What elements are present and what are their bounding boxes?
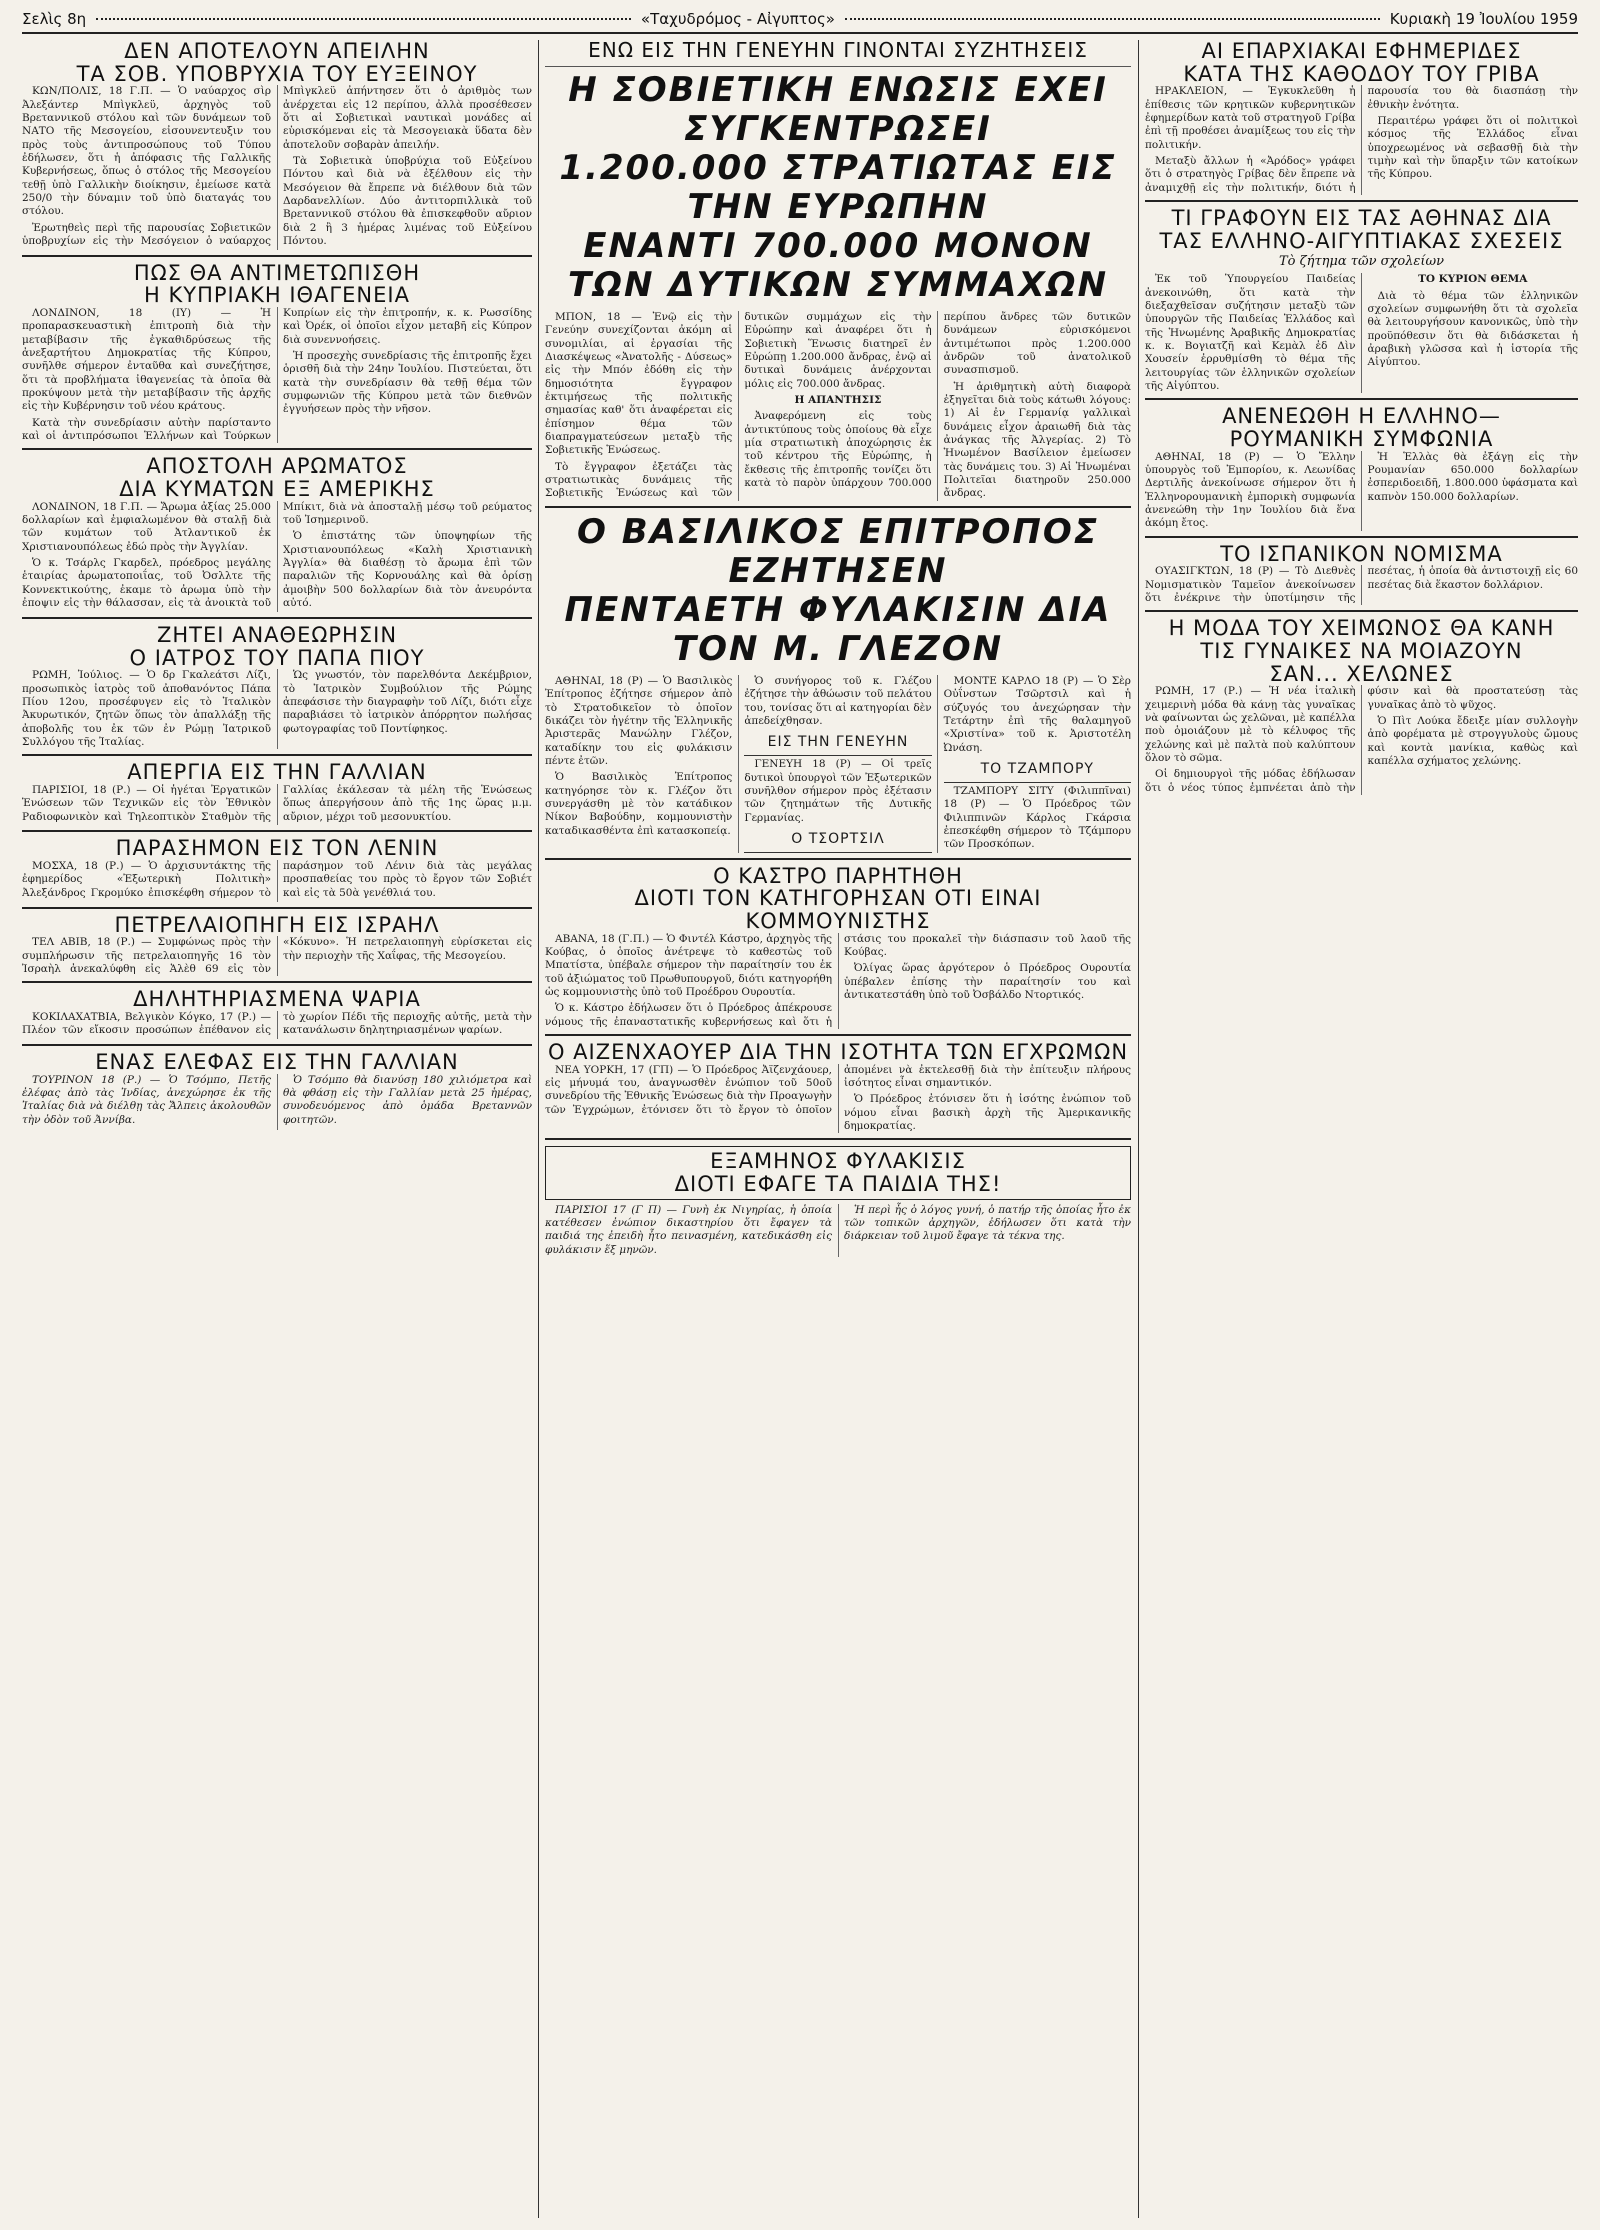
paragraph: ΜΠΟΝ, 18 — Ἐνῷ εἰς τὴν Γενεύην συνεχίζονται ἀκόμη αἱ συνομιλίαι, αἱ ἐργασίαι τῆς Διασκέψεως «Ἀνατολῆς - Δύσεως» εἰς τὴν Μπόν ἐδόθη εἰς τὴν δημοσιότητα ἔγγραφον ἐκτιμήσεως τῆς πολιτικῆς σημασίας καθ' ὅτι ἀναφέρεται εἰς ἐπίσημον θέμα τῶν διαπραγματεύσεων μεταξὺ τῆς Σοβιετικῆς Ἑνώσεως. [545, 311, 733, 457]
paragraph: Ὁ κ. Τσάρλς Γκαρδελ, πρόεδρος μεγάλης ἑταιρίας ἀρωματοποιΐας, τοῦ Ὀσλλτε τῆς Κοννεκτικούτης, ἐκαμε τὸ ἀρωμα ὑπὸ τὴν ἐποψιν εἰς τὴν θάλασσαν, εἰς τὰ ἀνοικτὰ τοῦ Μπίκιτ, διὰ νὰ ἀποσταλῇ μέσῳ τοῦ ρεύματος τοῦ Ἰσημερινοῦ. [22, 500, 532, 610]
article-body [545, 675, 1131, 852]
paragraph: Τὸ ἔγγραφον ἐξετάζει τὰς στρατιωτικὰς δυνάμεις τῆς Σοβιετικῆς Ἑνώσεως καὶ τῶν δυτικῶν συμμάχων εἰς τὴν Εὐρώπην καὶ ἀναφέρει ὅτι ἡ Σοβιετικὴ Ἕνωσις διατηρεῖ ἐν Εὐρώπῃ 1.200.000 ἄνδρας, ἐνῷ αἱ δυτικαὶ δυνάμεις ἀνέρχονται μόλις εἰς 700.000 ἄνδρας. [545, 311, 932, 500]
article-lenin-medal [22, 837, 532, 901]
article-body [1145, 273, 1578, 393]
paragraph: ΠΑΡΙΣΙΟΙ 17 (Γ Π) — Γυνὴ ἐκ Νιγηρίας, ἡ ὁποία κατέθεσεν ἐνώπιον δικαστηρίου ὅτι ἔφαγεν τὰ παιδιά της ἐπειδὴ ἦτο πεινασμένη, κατεδικάσθη εἰς φυλάκισιν ἕξ μηνῶν. [545, 1203, 832, 1256]
main-headline: Η ΣΟΒΙΕΤΙΚΗ ΕΝΩΣΙΣ ΕΧΕΙ ΣΥΓΚΕΝΤΡΩΣΕΙ [568, 69, 1108, 149]
subheading: ΤΟ ΚΥΡΙΟΝ ΘΕΜΑ [1418, 273, 1528, 286]
paragraph: ΠΑΡΙΣΙΟΙ, 18 (Ρ.) — Οἱ ἡγέται Ἐργατικῶν Ἑνώσεων τῶν Τεχνικῶν εἰς τὸν Ἐθνικὸν Ραδιοφωνικὸν καὶ Τηλεοπτικὸν Σταθμὸν τῆς Γαλλίας ἐκάλεσαν τὰ μέλη τῆς Ἑνώσεως ὅπως ἀπεργήσουν ἀπὸ τῆς 1ης ὥρας μ.μ. αὔριον, μέχρι τοῦ μεσονυκτίου. [22, 783, 532, 823]
article-body [22, 1011, 532, 1039]
paragraph: ΡΩΜΗ, Ἰούλιος. — Ὁ δρ Γκαλεάτσι Λίζι, προσωπικὸς ἰατρὸς τοῦ ἀποθανόντος Πάπα Πίου 12ου, προσέφυγεν εἰς τὸ Ἰταλικὸν Ἀκυρωτικόν, ζητῶν ὅπως τὸν ἀπαλλάξῃ τῆς ἀποβολῆς του ἐκ τῶν ἐν Ρώμῃ Ἰατρικοῦ Συλλόγου τῆς Ἰταλίας. [22, 669, 271, 748]
article-glezos [545, 513, 1131, 853]
article-pope-doctor [22, 624, 532, 749]
article-separator [1145, 398, 1578, 400]
headline: ΑΝΕΝΕΩΘΗ Η ΕΛΛΗΝΟ— [1222, 404, 1501, 429]
paragraph: Ὀλίγας ὥρας ἀργότερον ὁ Πρόεδρος Ουρουτία ὑπέβαλεν ἐπίσης τὴν παραίτησίν του καὶ ἀντικατεστάθη ὑπὸ τοῦ Ὀσβάλδο Ντορτικός. [844, 962, 1131, 1001]
paragraph: ΜΟΝΤΕ ΚΑΡΛΟ 18 (Ρ) — Ὁ Σὲρ Οὐΐνστων Τσῶρτσιλ καὶ ἡ σύζυγός του ἀνεχώρησαν τὴν Τετάρτην ἐπὶ τῆς θαλαμηγοῦ «Χριστίνα» τοῦ κ. Ἀριστοτέλη Ὠνάση. [943, 675, 1131, 754]
paper-name: «Ταχυδρόμος - Αἰγυπτος» [640, 10, 835, 28]
paragraph: ΓΕΝΕΥΗ 18 (Ρ) — Οἱ τρεῖς δυτικοὶ ὑπουργοὶ τῶν Ἐξωτερικῶν συνῆλθον σήμερον πρὸς ἐξέτασιν τῶν ζητημάτων τῆς Δυτικῆς Γερμανίας. [744, 758, 932, 824]
article-separator [1145, 610, 1578, 612]
article-body [22, 307, 532, 443]
main-headline: ΠΕΝΤΑΕΤΗ ΦΥΛΑΚΙΣΙΝ ΔΙΑ ΤΟΝ Μ. ΓΛΕΖΟΝ [564, 589, 1112, 670]
paragraph: Ἡ ἀριθμητικὴ αὐτὴ διαφορὰ ἐξηγεῖται διὰ τοὺς κάτωθι λόγους: 1) Αἱ ἐν Γερμανίᾳ γαλλικαὶ δυνάμεις εἶχον ἀραιωθῆ διὰ τὰς ἀνάγκας τῆς Ἀλγερίας. 2) Τὸ Ἡνωμένον Βασίλειον ἐμείωσεν τὰς δυνάμεις του. 3) Αἱ Ἡνωμέναι Πολιτεῖαι διατηροῦν 250.000 ἄνδρας. [943, 380, 1131, 500]
paragraph: Μεταξὺ ἄλλων ἡ «Ἀρόδος» γράφει ὅτι ὁ στρατηγὸς Γρίβας δὲν ἔπρεπε νὰ ἀναμιχθῇ εἰς τὴν πολιτικήν, διότι ἡ παρουσία του θὰ διασπάσῃ τὴν ἐθνικὴν ἑνότητα. [1145, 85, 1578, 194]
headline: ΠΩΣ ΘΑ ΑΝΤΙΜΕΤΩΠΙΣΘΗ [133, 260, 421, 285]
article-greek-egyptian [1145, 207, 1578, 393]
paragraph: Ἡ περὶ ἧς ὁ λόγος γυνή, ὁ πατήρ τῆς ὁποίας ἦτο ἐκ τῶν τοπικῶν ἀρχηγῶν, ἐδήλωσεν ὅτι κατὰ τὴν διάρκειαν τοῦ λιμοῦ ἔφαγε τὰ τέκνα της. [844, 1203, 1131, 1243]
headline: Ο ΑΙΖΕΝΧΑΟΥΕΡ ΔΙΑ ΤΗΝ ΙΣΟΤΗΤΑ ΤΩΝ ΕΓΧΡΩΜΩΝ [547, 1039, 1129, 1064]
paragraph: Ὡς γνωστόν, τὸν παρελθόντα Δεκέμβριον, τὸ Ἰατρικὸν Συμβούλιον τῆς Ρώμης ἀπεφάσισε τὴν διαγραφὴν τοῦ Λίζι, διότι εἶχε παραβιάσει τὸ ἰατρικὸν ἀπόρρητον πωλήσας φωτογραφίας τοῦ Ποντίφηκος. [283, 669, 532, 735]
article-separator [22, 617, 532, 619]
article-separator [22, 981, 532, 983]
headline: ΡΟΥΜΑΝΙΚΗ ΣΥΜΦΩΝΙΑ [1229, 426, 1494, 451]
page-number: Σελὶς 8η [22, 10, 87, 28]
paragraph: ΤΕΛ ΑΒΙΒ, 18 (Ρ.) — Συμφώνως πρὸς τὴν συμπλήρωσιν τῆς πετρελαιοπηγῆς 16 τὸν Ἰσραὴλ ἀνεκαλύφθη εἰς Ἁλὲθ 69 εἰς τὸν «Κόκυνο». Ἡ πετρελαιοπηγὴ εὑρίσκεται εἰς τὴν περιοχὴν τῆς Χαΐφας, τῆς Μεσογείου. [22, 936, 532, 975]
main-headline: Ο ΒΑΣΙΛΙΚΟΣ ΕΠΙΤΡΟΠΟΣ ΕΖΗΤΗΣΕΝ [576, 511, 1100, 591]
article-eisenhower [545, 1041, 1131, 1133]
headline: ΖΗΤΕΙ ΑΝΑΘΕΩΡΗΣΙΝ [156, 622, 398, 647]
article-separator [22, 907, 532, 909]
article-perfume [22, 455, 532, 611]
article-separator [22, 255, 532, 257]
article-body [22, 669, 532, 749]
article-separator [1145, 536, 1578, 538]
headline: ΑΠΟΣΤΟΛΗ ΑΡΩΜΑΤΟΣ [146, 454, 408, 479]
paragraph: Διὰ τὸ θέμα τῶν ἑλληνικῶν σχολείων συμφωνήθη ὅτι τὰ σχολεῖα θὰ λειτουργήσουν κανονικῶς, ὑπὸ τὴν προϋπόθεσιν ὅτι θὰ διδάσκεται ἡ ἀραβικὴ γλῶσσα καὶ ἡ ἱστορία τῆς Αἰγύπτου. [1367, 289, 1578, 369]
headline: ΔΗΛΗΤΗΡΙΑΣΜΕΝΑ ΨΑΡΙΑ [133, 987, 421, 1012]
main-headline: ΕΝΑΝΤΙ 700.000 ΜΟΝΟΝ ΤΩΝ ΔΥΤΙΚΩΝ ΣΥΜΜΑΧΩΝ [567, 225, 1109, 306]
article-separator [22, 1044, 532, 1046]
paragraph: ΤΟΥΡΙΝΟΝ 18 (Ρ.) — Ὁ Τσόμπο, Πετῆς ἐλέφας ἀπὸ τὰς Ἰνδίας, ἀνεχώρησε ἐκ τῆς Ἰταλίας διὰ νὰ διέλθῃ τὰς Ἄλπεις ἀκολουθῶν τὴν ὁδὸν τοῦ Ἀννίβα. [22, 1073, 271, 1126]
headline: ΕΝΑΣ ΕΛΕΦΑΣ ΕΙΣ ΤΗΝ ΓΑΛΛΙΑΝ [95, 1049, 459, 1074]
paragraph: ΤΖΑΜΠΟΡΥ ΣΙΤΥ (Φιλιππῖναι) 18 (Ρ) — Ὁ Πρόεδρος τῶν Φιλιππινῶν Κάρλος Γκάρσια ἐπεσκέφθη σήμερον τὸ Τζάμπορυ τῶν Προσκόπων. [943, 784, 1131, 851]
article-body [545, 1064, 1131, 1134]
paragraph: ΛΟΝΔΙΝΟΝ, 18 (ΙΥ) — Ἡ προπαρασκευαστικὴ ἐπιτροπὴ διὰ τὴν μεταβίβασιν τῆς ἐγκαθιδρύσεως τῆς ἀνεξαρτήτου Δημοκρατίας τῆς Κύπρου, συνῆλθε σήμερον ἐνταῦθα καὶ συνεζήτησε, ὅτι τὰ προβλήματα ἰθαγενείας τὰ ὁποῖα θὰ προκύψουν μετὰ τὴν μεταβίβασιν τῆς ἀρχῆς εἰς τὴν Κυβέρνησιν τοῦ νέου κράτους. [22, 307, 271, 413]
paragraph: Ἡ προσεχὴς συνεδρίασις τῆς ἐπιτροπῆς ἔχει ὁρισθῆ διὰ τὴν 24ην Ἰουλίου. Πιστεύεται, ὅτι κατὰ τὴν συνεδρίασιν θὰ τεθῇ θέμα τῶν συμφωνιῶν τῆς Κύπρου μετὰ τῶν διεθνῶν ἐγγυήσεων πρὸς τὴν νῆσον. [283, 350, 532, 416]
headline: Η ΜΟΔΑ ΤΟΥ ΧΕΙΜΩΝΟΣ ΘΑ ΚΑΝΗ [1168, 616, 1555, 641]
headline: ΠΑΡΑΣΗΜΟΝ ΕΙΣ ΤΟΝ ΛΕΝΙΝ [115, 836, 439, 861]
article-body [22, 85, 532, 249]
paragraph: Ὁ συνήγορος τοῦ κ. Γλέζου ἐζήτησε τὴν ἀθώωσιν τοῦ πελάτου του, τονίσας ὅτι αἱ κατηγορίαι δὲν ἀπεδείχθησαν. [744, 675, 932, 728]
article-body [1145, 685, 1578, 795]
main-headline: 1.200.000 ΣΤΡΑΤΙΩΤΑΣ ΕΙΣ ΤΗΝ ΕΥΡΩΠΗΝ [559, 147, 1117, 227]
paragraph: ΝΕΑ ΥΟΡΚΗ, 17 (ΓΠ) — Ὁ Πρόεδρος Ἀϊζενχάουερ, εἰς μήνυμά του, ἀναγνωσθὲν ἐνώπιον τοῦ 50οῦ συνεδρίου τῆς Ἐθνικῆς Ἑνώσεως διὰ τὴν Προαγωγὴν τῶν Ἐγχρώμων, ἐτόνισεν ὅτι τὸ ἔργον τὸ ὁποῖον ἀπομένει νὰ ἐκτελεσθῇ διὰ τὴν ἐπίτευξιν πλήρους ἰσότητος εἶναι σημαντικόν. [545, 1063, 1131, 1116]
headline: ΔΙΑ ΚΥΜΑΤΩΝ ΕΞ ΑΜΕΡΙΚΗΣ [119, 477, 435, 502]
headline: ΚΑΤΑ ΤΗΣ ΚΑΘΟΔΟΥ ΤΟΥ ΓΡΙΒΑ [1183, 61, 1540, 86]
article-body [545, 311, 1131, 501]
subheading: ΕΙΣ ΤΗΝ ΓΕΝΕΥΗΝ [744, 734, 931, 756]
paragraph: Ὁ Τσόμπο θὰ διανύσῃ 180 χιλιόμετρα καὶ θὰ φθάσῃ εἰς τὴν Γαλλίαν μετὰ 25 ἡμέρας, συνοδευόμενος ἀπὸ ὁμάδα Βρεταννῶν φοιτητῶν. [283, 1073, 532, 1126]
article-separator [22, 448, 532, 450]
headline: ΔΙΟΤΙ ΤΟΝ ΚΑΤΗΓΟΡΗΣΑΝ ΟΤΙ ΕΙΝΑΙ ΚΟΜΜΟΥΝΙΣΤΗΣ [634, 886, 1042, 933]
subheading: ΤΟ ΤΖΑΜΠΟΡΥ [944, 761, 1131, 783]
issue-date: Κυριακὴ 19 Ἰουλίου 1959 [1389, 10, 1578, 28]
top-rule [22, 32, 1578, 34]
paragraph: ΗΡΑΚΛΕΙΟΝ, — Ἐγκυκλεῦθη ἡ ἐπίθεσις τῶν κρητικῶν κυβερνητικῶν ἐφημερίδων κατὰ τοῦ στρατηγοῦ Γρίβα ἐπὶ τῇ προθέσει ἀναμίξεως του εἰς τὴν πολιτικήν. [1145, 85, 1356, 151]
paragraph: ΑΘΗΝΑΙ, 18 (Ρ) — Ὁ Βασιλικὸς Ἐπίτροπος ἐζήτησε σήμερον ἀπὸ τὸ Στρατοδικεῖον τὸ ὁποῖον δικάζει τὸν ἡγέτην τῆς Ἑλληνικῆς Ἀριστερᾶς Μανώλην Γλέζον, καταδίκην του εἰς φυλάκισιν πέντε ἐτῶν. [545, 675, 733, 768]
subheading: Η ΑΠΑΝΤΗΣΙΣ [794, 394, 882, 407]
paragraph: Ὁ Πὶτ Λούκα ἔδειξε μίαν συλλογὴν ἀπὸ φορέματα μὲ στρογγυλοὺς ὤμους καὶ κοντὰ μανίκια, καθὼς καὶ καπέλλα σχήματος χελώνης. [1367, 714, 1578, 767]
headline: ΣΑΝ... ΧΕΛΩΝΕΣ [1269, 661, 1454, 686]
article-body [1145, 451, 1578, 531]
article-separator [22, 754, 532, 756]
headline: ΤΑ ΣΟΒ. ΥΠΟΒΡΥΧΙΑ ΤΟΥ ΕΥΞΕΙΝΟΥ [76, 61, 478, 86]
paragraph: ΚΟΚΙΛΑΧΑΤΒΙΑ, Βελγικὸν Κόγκο, 17 (Ρ.) — Πλέον τῶν εἴκοσιν προσώπων ἐπέθανον εἰς τὸ χωρίον Πέδι τῆς περιοχῆς αὐτῆς, μετὰ τὴν κατανάλωσιν δηλητηριασμένων ψαρίων. [22, 1010, 532, 1037]
paragraph: ΚΩΝ/ΠΟΛΙΣ, 18 Γ.Π. — Ὁ ναύαρχος σὶρ Ἀλεξάντερ Μπὶγκλεϋ, ἀρχηγὸς τοῦ Βρεταννικοῦ στόλου καὶ τῶν δυνάμεων τοῦ ΝΑΤΟ τῆς Μεσογείου, εἰσουνεντευξιν του πρὸς τοὺς ἀντιπροσώπους τοῦ Τύπου ἐδήλωσεν, ὅτι ἡ ἀπόφασις τῆς Γαλλικῆς Κυβερνήσεως, ὅπως ὁ στόλος τῆς Μεσογείου τεθῇ ὑπὸ Γαλλικὴν διοίκησιν, ἐμείωσε κατὰ 250/0 τὴν δύναμιν τοῦ ὑπὸ διαταγάς του στόλου. [22, 85, 271, 218]
paragraph: ΛΟΝΔΙΝΟΝ, 18 Γ.Π. — Ἄρωμα ἀξίας 25.000 δολλαρίων καὶ ἐμφιαλωμένον θὰ σταλῇ διὰ τῶν κυμάτων τοῦ Ἀτλαντικοῦ ἐκ Χριστιανουπόλεως ἐδώ πρὸς τὴν Ἀγγλίαν. [22, 500, 271, 553]
paragraph: Ἐκ τοῦ Ὑπουργείου Παιδείας ἀνεκοινώθη, ὅτι κατὰ τὴν διεξαχθεῖσαν συζήτησιν μεταξὺ τῶν ὑπουργῶν τῆς Παιδείας Ἑλλάδος καὶ τῆς Ἡνωμένης Ἀραβικῆς Δημοκρατίας κ. κ. Βογιατζῆ καὶ Κεμὰλ ἐδ Δὶν Χουσείν ἐρρυθμίσθη τὸ θέμα τῆς λειτουργίας τῶν ἑλληνικῶν σχολείων τῆς Αἰγύπτου. [1145, 273, 1356, 392]
paragraph: Ἀναφερόμενη εἰς τοὺς ἀντικτύπους τοὺς ὁποίους θὰ εἶχε μία στρατιωτικὴ ἀποχώρησις ἐκ τοῦ κέντρου τῆς Εὐρώπης, ἡ ἔκθεσις τῆς ἐπιτροπῆς τονίζει ὅτι κατὰ τὸ παρὸν ὑπάρχουν 700.000 περίπου ἄνδρες τῶν δυτικῶν δυνάμεων εὐρισκόμενοι ἀντιμέτωποι πρὸς 1.200.000 ἀνδρῶν τοῦ ἀνατολικοῦ συνασπισμοῦ. [744, 311, 1131, 490]
article-body [22, 784, 532, 825]
headline: ΑΠΕΡΓΙΑ ΕΙΣ ΤΗΝ ΓΑΛΛΙΑΝ [127, 760, 427, 785]
headline: Ο ΙΑΤΡΟΣ ΤΟΥ ΠΑΠΑ ΠΙΟΥ [129, 645, 425, 670]
headline: ΤΙ ΓΡΑΦΟΥΝ ΕΙΣ ΤΑΣ ΑΘΗΝΑΣ ΔΙΑ [1171, 205, 1552, 230]
article-poisoned-fish [22, 988, 532, 1039]
headline: ΕΞΑΜΗΝΟΣ ΦΥΛΑΚΙΣΙΣ [710, 1149, 966, 1174]
paragraph: Ὁ Πρόεδρος ἐτόνισεν ὅτι ἡ ἰσότης ἐνώπιον τοῦ νόμου εἶναι βασικὴ ἀρχὴ τῆς Ἀμερικανικῆς δημοκρατίας. [844, 1093, 1131, 1132]
headline: ΑΙ ΕΠΑΡΧΙΑΚΑΙ ΕΦΗΜΕΡΙΔΕΣ [1201, 40, 1522, 63]
article-imprisonment [545, 1146, 1131, 1257]
article-separator [545, 506, 1131, 508]
masthead-rule [845, 18, 1380, 20]
headline-box [545, 1146, 1131, 1199]
paragraph: Ὁ Βασιλικὸς Ἐπίτροπος κατηγόρησε τὸν κ. Γλέζον ὅτι συνεργάσθη μὲ τὸν κατάδικον Νίκον Βαβούδην, κομμουνιστὴν καταδικασθέντα ἐπὶ κατασκοπείᾳ. [545, 771, 733, 837]
paragraph: ΟΥΑΣΙΓΚΤΩΝ, 18 (Ρ) — Τὸ Διεθνὲς Νομισματικὸν Ταμεῖον ἀνεκοίνωσεν ὅτι ἐνέκρινε τὴν ὑποτίμησιν τῆς πεσέτας, ἡ ὁποία θὰ ἀντιστοιχῇ εἰς 60 πεσέτας διὰ ἕκαστον δολλάριον. [1145, 565, 1578, 604]
article-body [22, 860, 532, 901]
headline: ΤΙΣ ΓΥΝΑΙΚΕΣ ΝΑ ΜΟΙΑΖΟΥΝ [1200, 638, 1523, 663]
article-body [545, 933, 1131, 1029]
paragraph: ΑΘΗΝΑΙ, 18 (Ρ) — Ὁ Ἔλλην ὑπουργὸς τοῦ Ἐμπορίου, κ. Λεωνίδας Δερτιλῆς ἀνεκοίνωσε σήμερον ὅτι ἡ Ἑλληνορουμανικὴ ἐμπορικὴ συμφωνία ἀνενεώθη τὴν 1ην Ἰουλίου διὰ ἕνα ἀκόμη ἔτος. [1145, 450, 1356, 530]
paragraph: Οἱ δημιουργοὶ τῆς μόδας ἐδήλωσαν ὅτι ὁ νέος τύπος ἐμπνέεται ἀπὸ τὴν φύσιν καὶ θὰ προστατεύσῃ τὰς γυναῖκας ἀπὸ τὸ ψῦχος. [1145, 685, 1578, 794]
paragraph: Ἡ Ἑλλὰς θὰ ἐξάγῃ εἰς τὴν Ρουμανίαν 650.000 δολλαρίων ἐσπεριδοειδῆ, 1.800.000 ὑφάσματα καὶ καπνὸν 150.000 δολλαρίων. [1367, 450, 1578, 503]
article-body [545, 1204, 1131, 1257]
masthead [22, 6, 1578, 32]
subheading: Ο ΤΣΟΡΤΣΙΛ [744, 831, 931, 853]
article-strike-france [22, 761, 532, 825]
article-separator [545, 1034, 1131, 1036]
article-separator [545, 1138, 1131, 1140]
article-separator [545, 858, 1131, 860]
rule [545, 66, 1131, 67]
paragraph: ΑΒΑΝΑ, 18 (Γ.Π.) — Ὁ Φιντέλ Κάστρο, ἀρχηγὸς τῆς Κούβας, ὁ ὁποῖος ἀνέτρεψε τὸ καθεστὼς τοῦ Μπατίστα, ὑπέβαλε σήμερον τὴν παραίτησίν του ἐκ τοῦ ἀξιώματος τοῦ Πρωθυπουργοῦ, διότι κατηγορήθη ὡς κομμουνιστὴς ὑπὸ τοῦ Προέδρου Ουρουτία. [545, 932, 833, 998]
headline: Ο ΚΑΣΤΡΟ ΠΑΡΗΤΗΘΗ [713, 863, 963, 888]
headline: ΠΕΤΡΕΛΑΙΟΠΗΓΗ ΕΙΣ ΙΣΡΑΗΛ [114, 912, 440, 937]
headline: Η ΚΥΠΡΙΑΚΗ ΙΘΑΓΕΝΕΙΑ [144, 283, 410, 308]
article-oil-israel [22, 914, 532, 977]
article-winter-fashion [1145, 617, 1578, 795]
paragraph: Ἐρωτηθεὶς περὶ τῆς παρουσίας Σοβιετικῶν ὑποβρυχίων εἰς τὴν Μεσόγειον ὁ ναύαρχος Μπὶγκλεϋ ἀπήντησεν ὅτι ὁ ἀριθμὸς των ἀνέρχεται εἰς 12 περίπου, ἀλλὰ προσέθεσεν ὅτι αἱ Σοβιετικαὶ ναυτικαὶ μονάδες αἱ εὑρισκόμεναι εἰς τὰ Μεσογειακὰ ὕδατα δὲν ἀποτελοῦν σοβαρὰν ἀπειλήν. [22, 85, 532, 247]
article-separator [1145, 200, 1578, 202]
article-soviet-troops [545, 40, 1131, 501]
column-left [22, 40, 532, 2220]
article-cyprus-citizenship [22, 262, 532, 444]
masthead-rule [96, 18, 631, 20]
headline: ΔΙΟΤΙ ΕΦΑΓΕ ΤΑ ΠΑΙΔΙΑ ΤΗΣ! [674, 1171, 1002, 1196]
paragraph: Ὁ κ. Κάστρο ἐδήλωσεν ὅτι ὁ Πρόεδρος ἀπέκρουσε νόμους τῆς ἐπαναστατικῆς κυβερνήσεως καὶ ὅτι ἡ στάσις του προκαλεῖ τὴν διάσπασιν τοῦ λαοῦ τῆς Κούβας. [545, 932, 1131, 1028]
paragraph: Ὁ ἐπιστάτης τῶν ὑποψηφίων τῆς Χριστιανουπόλεως «Καλὴ Χριστιανικὴ Ἀγγλία» θὰ διαθέσῃ τὸ ἄρωμα ἐπὶ τῶν παραλιῶν τῆς Κορνουάλης καὶ θὰ ὁρίσῃ ἀμοιβὴν 500 δολλαρίων διὰ τὸν ἀνευρόντα αὐτό. [283, 530, 532, 610]
kicker-headline: ΕΝΩ ΕΙΣ ΤΗΝ ΓΕΝΕΥΗΝ ΓΙΝΟΝΤΑΙ ΣΥΖΗΤΗΣΕΙΣ [588, 40, 1088, 62]
article-body [22, 1074, 532, 1130]
article-greek-romanian [1145, 405, 1578, 530]
headline: ΔΕΝ ΑΠΟΤΕΛΟΥΝ ΑΠΕΙΛΗΝ [124, 40, 430, 63]
article-separator [22, 830, 532, 832]
paragraph: Τὰ Σοβιετικὰ ὑποβρύχια τοῦ Εὐξείνου Πόντου καὶ διὰ νὰ ἐξέλθουν εἰς τὴν Μεσόγειον θὰ ἔπρεπε νὰ διέλθουν διὰ τῶν Δαρδανελλίων. Δύο ἀντιτορπιλλικὰ τοῦ Βρεταννικοῦ στόλου θὰ ἐπισκεφθοῦν αὔριον διὰ 2 ἢ 3 ἡμέρας λιμένας τοῦ Εὐξείνου Πόντου. [283, 154, 532, 247]
paragraph: Κατὰ τὴν συνεδρίασιν αὐτὴν παρίσταντο καὶ οἱ ἀντιπρόσωποι Ἑλλήνων καὶ Τούρκων Κυπρίων εἰς τὴν ἐπιτροπήν, κ. κ. Ρωσσίδης καὶ Ὀρέκ, οἱ ὁποῖοι εἶχον μεταβῆ εἰς Κύπρον διὰ συνεννοήσεις. [22, 307, 532, 443]
article-elephant [22, 1051, 532, 1130]
column-center [545, 40, 1131, 2220]
article-grivas [1145, 40, 1578, 195]
article-spanish-currency [1145, 543, 1578, 606]
article-body [1145, 85, 1578, 195]
subtitle: Τὸ ζήτημα τῶν σχολείων [1278, 254, 1445, 270]
column-right [1145, 40, 1578, 2220]
column-divider [538, 40, 539, 2218]
article-submarines [22, 40, 532, 250]
headline: ΤΟ ΙΣΠΑΝΙΚΟΝ ΝΟΜΙΣΜΑ [1220, 541, 1503, 566]
paragraph: Περαιτέρω γράφει ὅτι οἱ πολιτικοὶ κόσμος τῆς Ἑλλάδος εἶναι ὑποχρεωμένος νὰ σεβασθῇ διὰ τὴν τιμὴν καὶ τὴν ὕπαρξιν τῶν κατοίκων τῆς Κύπρου. [1367, 115, 1578, 181]
headline: ΤΑΣ ΕΛΛΗΝΟ-ΑΙΓΥΠΤΙΑΚΑΣ ΣΧΕΣΕΙΣ [1159, 228, 1564, 253]
paragraph: ΡΩΜΗ, 17 (Ρ.) — Ἡ νέα ἰταλικὴ χειμερινὴ μόδα θὰ κάνῃ τὰς γυναῖκας νὰ φαίνωνται ὡς χελῶναι, μὲ καπέλλα ποὺ ὁμοιάζουν μὲ τὸ κέλυφος τῆς χελώνης καὶ μὲ παλτὰ ποὺ καλύπτουν ὅλον τὸ σῶμα. [1145, 685, 1356, 764]
paragraph: ΜΟΣΧΑ, 18 (Ρ.) — Ὁ ἀρχισυντάκτης τῆς ἐφημερίδος «Ἐξωτερικὴ Πολιτικὴ» Ἀλεξάνδρος Γκρομύκο ἐπισκέφθη σήμερον τὸ παράσημον τοῦ Λένιν διὰ τὰς μεγάλας προσπαθείας του πρὸς τὸ ἔργον τῶν Σοβιέτ καὶ εἰς τὰ 50ὰ γενέθλιά του. [22, 860, 532, 899]
article-castro [545, 865, 1131, 1029]
column-divider [1138, 40, 1139, 2218]
article-body [22, 501, 532, 612]
article-body [22, 936, 532, 976]
article-body [1145, 565, 1578, 605]
